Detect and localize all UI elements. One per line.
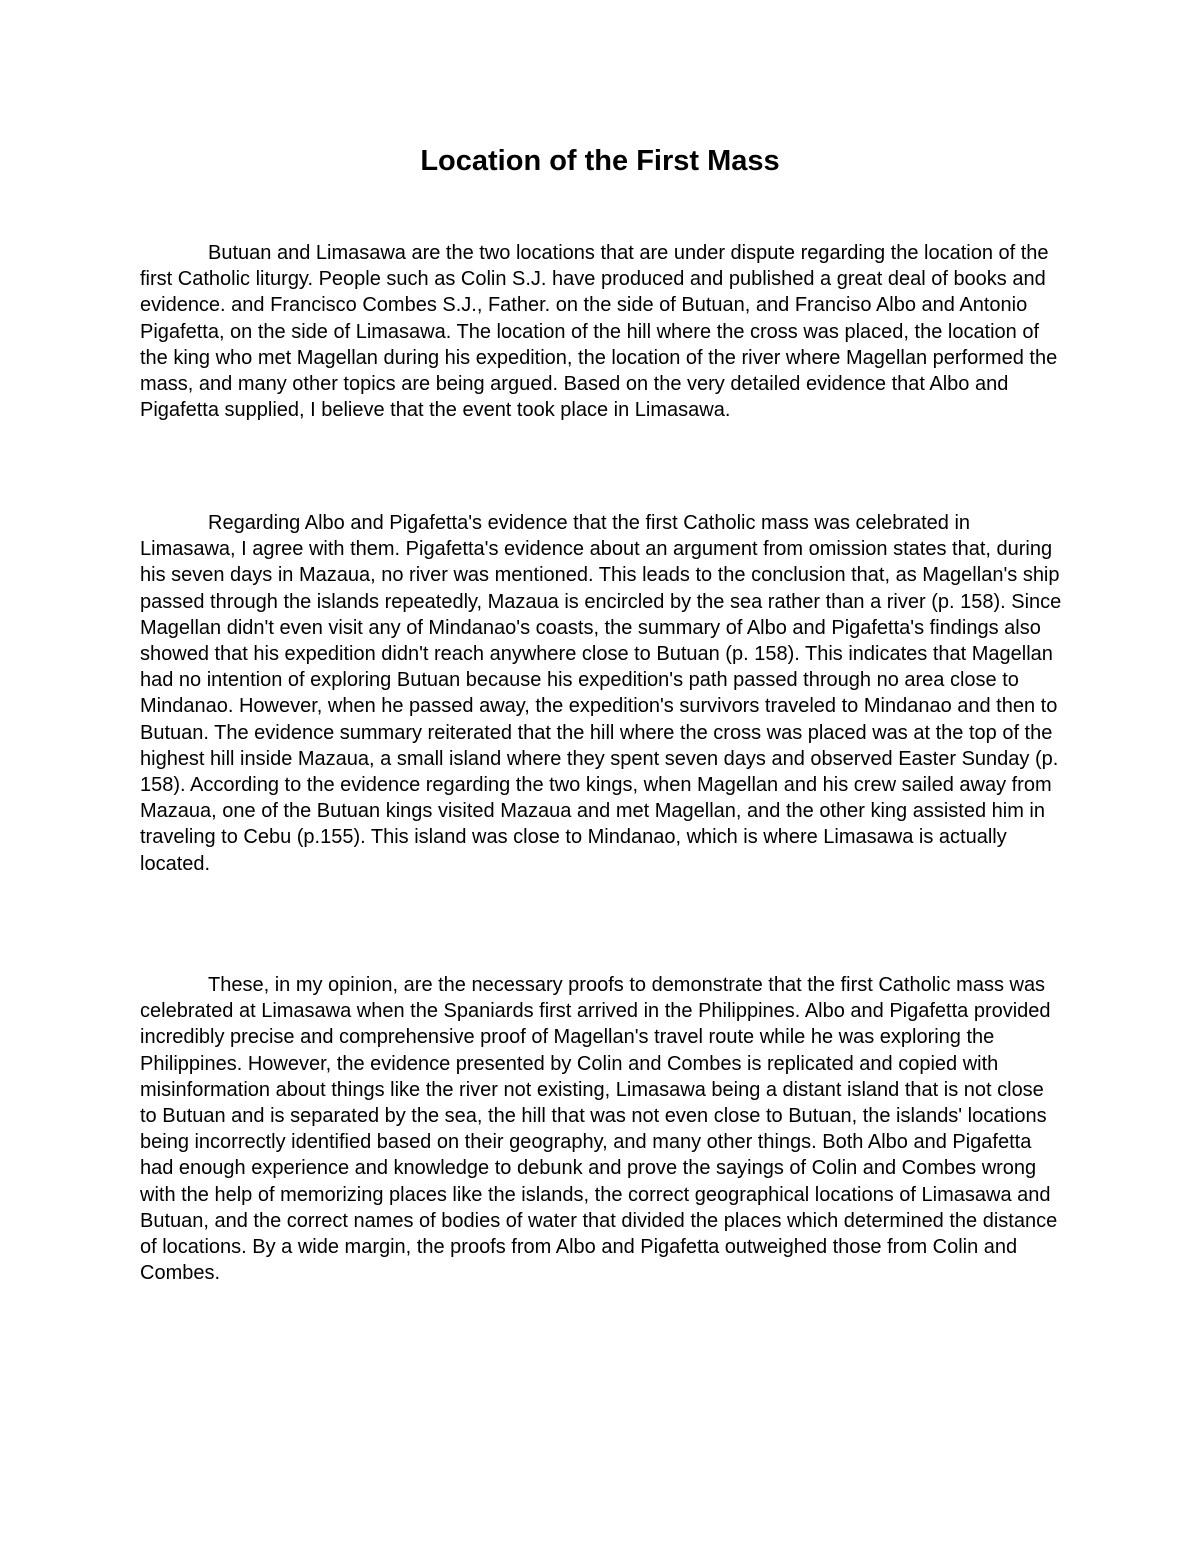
paragraph-1: Butuan and Limasawa are the two locations that are under dispute regarding the location of the first Catholic liturgy. People such as Colin S.J. have produced and published a great deal of books and evidence. and Francisco Combes S.J., Father. on the side of Butuan, and Franciso Albo and Antonio Pigafetta, on the side of Limasawa. The location of the hill where the cross was placed, the location of the king who met Magellan during his expedition, the location of the river where Magellan performed the mass, and many other topics are being argued. Based on the very detailed evidence that Albo and Pigafetta supplied, I believe that the event took place in Limasawa.: [140, 242, 1058, 422]
paragraph-3: These, in my opinion, are the necessary proofs to demonstrate that the first Catholic mass was celebrated at Limasawa when the Spaniards first arrived in the Philippines. Albo and Pigafetta provided incredibly precise and comprehensive proof of Magellan's travel route while he was exploring the Philippines. However, the evidence presented by Colin and Combes is replicated and copied with misinformation about things like the river not existing, Limasawa being a distant island that is not close to Butuan and is separated by the sea, the hill that was not even close to Butuan, the islands' locations being incorrectly identified based on their geography, and many other things. Both Albo and Pigafetta had enough experience and knowledge to debunk and prove the sayings of Colin and Combes wrong with the help of memorizing places like the islands, the correct geographical locations of Limasawa and Butuan, and the correct names of bodies of water that divided the places which determined the distance of locations. By a wide margin, the proofs from Albo and Pigafetta outweighed those from Colin and Combes.: [140, 974, 1058, 1285]
paragraph-2: Regarding Albo and Pigafetta's evidence that the first Catholic mass was celebrated in Limasawa, I agree with them. Pigafetta's evidence about an argument from omission states that, during his seven days in Mazaua, no river was mentioned. This leads to the conclusion that, as Magellan's ship passed through the islands repeatedly, Mazaua is encircled by the sea rather than a river (p. 158). Since Magellan didn't even visit any of Mindanao's coasts, the summary of Albo and Pigafetta's findings also showed that his expedition didn't reach anywhere close to Butuan (p. 158). This indicates that Magellan had no intention of exploring Butuan because his expedition's path passed through no area close to Mindanao. However, when he passed away, the expedition's survivors traveled to Mindanao and then to Butuan. The evidence summary reiterated that the hill where the cross was placed was at the top of the highest hill inside Mazaua, a small island where they spent seven days and observed Easter Sunday (p. 158). According to the evidence regarding the two kings, when Magellan and his crew sailed away from Mazaua, one of the Butuan kings visited Mazaua and met Magellan, and the other king assisted him in traveling to Cebu (p.155). This island was close to Mindanao, which is where Limasawa is actually located.: [140, 512, 1062, 875]
document-title: Location of the First Mass: [420, 145, 780, 177]
